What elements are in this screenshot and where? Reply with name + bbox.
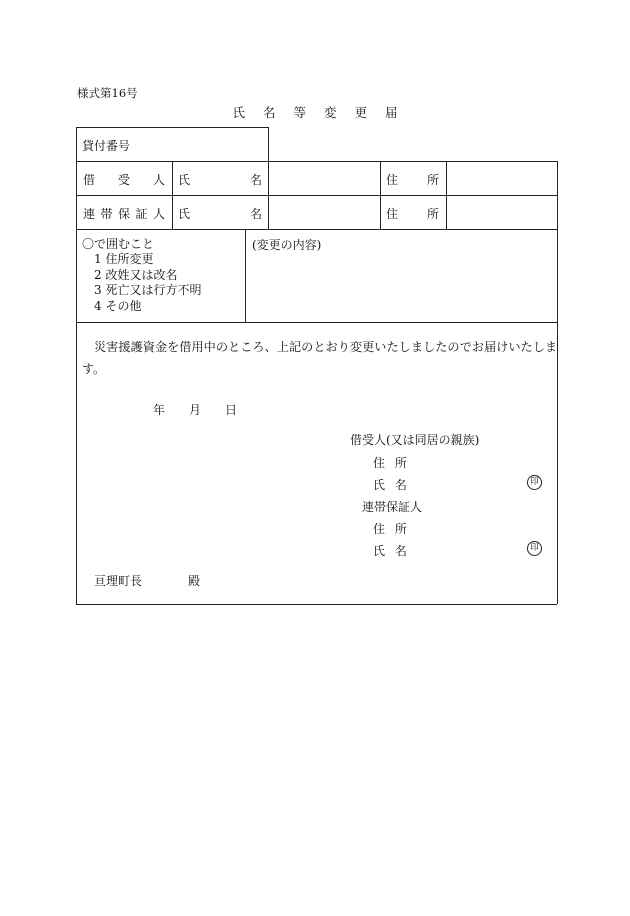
seal-icon: 印: [527, 475, 542, 490]
date-month-label: 月: [189, 403, 202, 417]
borrower-address-field[interactable]: [447, 162, 556, 194]
guarantor-signer-name-label: 氏 名: [373, 544, 407, 558]
guarantor-address-label: 住 所: [386, 207, 439, 221]
guarantor-signer-address-label: 住 所: [373, 522, 407, 536]
borrower-address-label: 住 所: [386, 173, 439, 187]
guarantor-label: 連 帯 保 証 人: [83, 207, 165, 221]
signer-name-label: 氏 名: [373, 478, 407, 492]
borrower-name-label: 氏 名: [178, 173, 262, 187]
guarantor-address-field[interactable]: [447, 196, 556, 228]
date-year-label: 年: [153, 403, 166, 417]
guarantor-name-label: 氏 名: [178, 207, 262, 221]
change-details-label: (変更の内容): [252, 238, 322, 252]
statement-line-1: 災害援護資金を借用中のところ、上記のとおり変更いたしましたのでお届けいたしま: [94, 340, 558, 354]
title-char: 変: [324, 105, 337, 120]
title-char: 氏: [232, 105, 245, 120]
date-day-label: 日: [225, 403, 238, 417]
list-item[interactable]: 3 死亡又は行方不明: [94, 283, 202, 297]
list-item[interactable]: 2 改姓又は改名: [94, 267, 178, 282]
addressee-honorific: 殿: [188, 574, 201, 588]
guarantor-name-field[interactable]: [269, 196, 379, 228]
statement-line-2: す。: [82, 362, 106, 376]
list-item[interactable]: 4 その他: [94, 298, 142, 313]
list-item[interactable]: 1 住所変更: [94, 252, 154, 266]
loan-number-label: 貸付番号: [82, 139, 131, 153]
options-list: [94, 252, 201, 314]
title-char: 届: [385, 105, 398, 120]
signer-address-label: 住 所: [373, 456, 407, 470]
change-details-field[interactable]: [246, 252, 556, 321]
borrower-label: 借 受 人: [83, 173, 165, 187]
signer-guarantor-heading: 連帯保証人: [362, 500, 423, 514]
form-number: 様式第16号: [77, 86, 138, 100]
addressee-town: 亘理町長: [94, 574, 143, 588]
seal-icon: 印: [527, 541, 542, 556]
title-char: 更: [354, 105, 368, 120]
title-char: 等: [293, 105, 306, 120]
form-title: [0, 103, 630, 121]
title-char: 名: [262, 105, 276, 120]
signer-borrower-heading: 借受人(又は同居の親族): [350, 433, 480, 447]
options-heading: 〇で囲むこと: [82, 237, 155, 251]
borrower-name-field[interactable]: [269, 162, 379, 194]
